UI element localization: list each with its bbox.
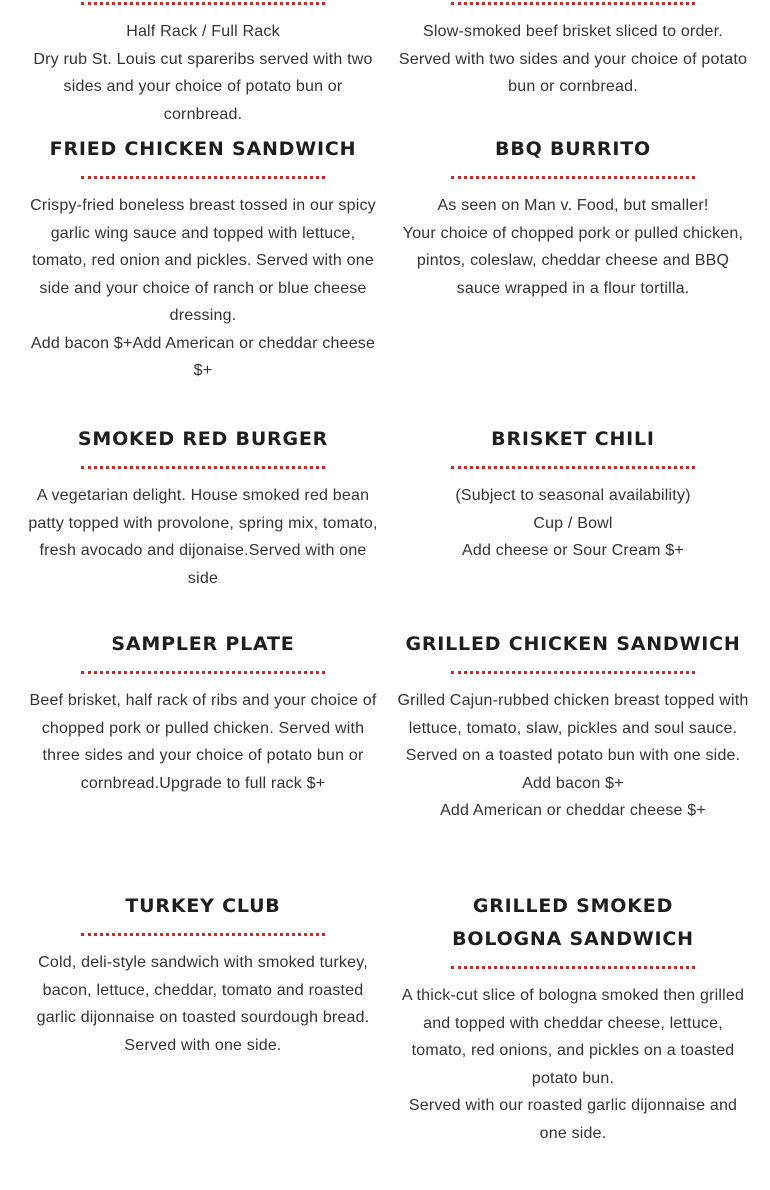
menu-item-line: Crispy-fried boneless breast tossed in our spicy garlic wing sauce and topped with lettuce, tomato, red onion and pickles. Served with one side and your choice of ranch or blue cheese dressing.: [30, 197, 376, 324]
menu-item-title: BRISKET CHILI: [491, 428, 655, 450]
dotted-divider: [451, 466, 695, 469]
menu-item-title: FRIED CHICKEN SANDWICH: [49, 138, 357, 160]
menu-item-line: Add bacon $+: [522, 774, 624, 792]
dotted-divider: [451, 671, 695, 674]
menu-item-line: Served with our roasted garlic dijonnaise and one side.: [408, 1097, 738, 1142]
menu-item-grilled-smoked-bologna-sandwich: [388, 890, 758, 1190]
menu-item-sampler-plate: [18, 628, 388, 890]
menu-item-line: As seen on Man v. Food, but smaller!: [437, 197, 709, 214]
menu-item-line: A thick-cut slice of bologna smoked then grilled and topped with cheddar cheese, lettuce, tomato, red onions, and pickles on a toasted potato bun.: [401, 987, 745, 1087]
menu-item-grilled-chicken-sandwich: [388, 628, 758, 890]
menu-item-title: GRILLED CHICKEN SANDWICH: [405, 633, 741, 655]
dotted-divider: [451, 2, 695, 5]
dotted-divider: [81, 933, 325, 936]
menu-item-title: SAMPLER PLATE: [111, 633, 295, 655]
menu-item-fried-chicken-sandwich: [18, 133, 388, 423]
menu-item-line: Slow-smoked beef brisket sliced to order.: [423, 23, 723, 40]
menu-item-line: A vegetarian delight. House smoked red bean patty topped with provolone, spring mix, tomato, fresh avocado and dijonaise.Served with one side: [28, 487, 378, 587]
menu-item-line: Add bacon $+Add American or cheddar cheese $+: [30, 334, 376, 379]
dotted-divider: [81, 2, 325, 5]
menu-item-brisket: [388, 0, 758, 133]
dotted-divider: [451, 966, 695, 969]
menu-item-ribs: [18, 0, 388, 133]
dotted-divider: [81, 466, 325, 469]
menu-item-turkey-club: [18, 890, 388, 1190]
menu-item-line: Add cheese or Sour Cream $+: [462, 542, 684, 559]
menu-item-title: TURKEY CLUB: [125, 895, 281, 917]
dotted-divider: [81, 671, 325, 674]
menu-item-line: Grilled Cajun-rubbed chicken breast topped with lettuce, tomato, slaw, pickles and soul sauce. Served on a toasted potato bun with one side.: [397, 692, 749, 764]
menu-grid: [18, 0, 758, 1190]
menu-item-line: (Subject to seasonal availability): [455, 487, 691, 504]
menu-item-title: SMOKED RED BURGER: [77, 428, 329, 450]
menu-item-bbq-burrito: [388, 133, 758, 423]
menu-item-title: BBQ BURRITO: [495, 138, 651, 160]
menu-item-line: Cold, deli-style sandwich with smoked turkey, bacon, lettuce, cheddar, tomato and roasted garlic dijonnaise on toasted sourdough bread. Served with one side.: [36, 954, 370, 1054]
menu-item-smoked-red-burger: [18, 423, 388, 628]
menu-item-line: Half Rack / Full Rack: [126, 23, 280, 40]
menu-item-brisket-chili: [388, 423, 758, 628]
menu-item-line: Your choice of chopped pork or pulled chicken, pintos, coleslaw, cheddar cheese and BBQ sauce wrapped in a flour tortilla.: [402, 224, 744, 297]
menu-item-line: Add American or cheddar cheese $+: [440, 802, 706, 819]
menu-item-title: GRILLED SMOKED BOLOGNA SANDWICH: [452, 895, 694, 950]
menu-item-line: Beef brisket, half rack of ribs and your choice of chopped pork or pulled chicken. Served with three sides and your choice of potato bun or cornbread.Upgrade to full rack $+: [29, 692, 377, 792]
menu-item-line: Dry rub St. Louis cut spareribs served with two sides and your choice of potato bun or cornbread.: [33, 50, 373, 123]
menu-item-line: Served with two sides and your choice of potato bun or cornbread.: [398, 50, 748, 95]
menu-item-line: Cup / Bowl: [533, 514, 613, 532]
dotted-divider: [81, 176, 325, 179]
dotted-divider: [451, 176, 695, 179]
